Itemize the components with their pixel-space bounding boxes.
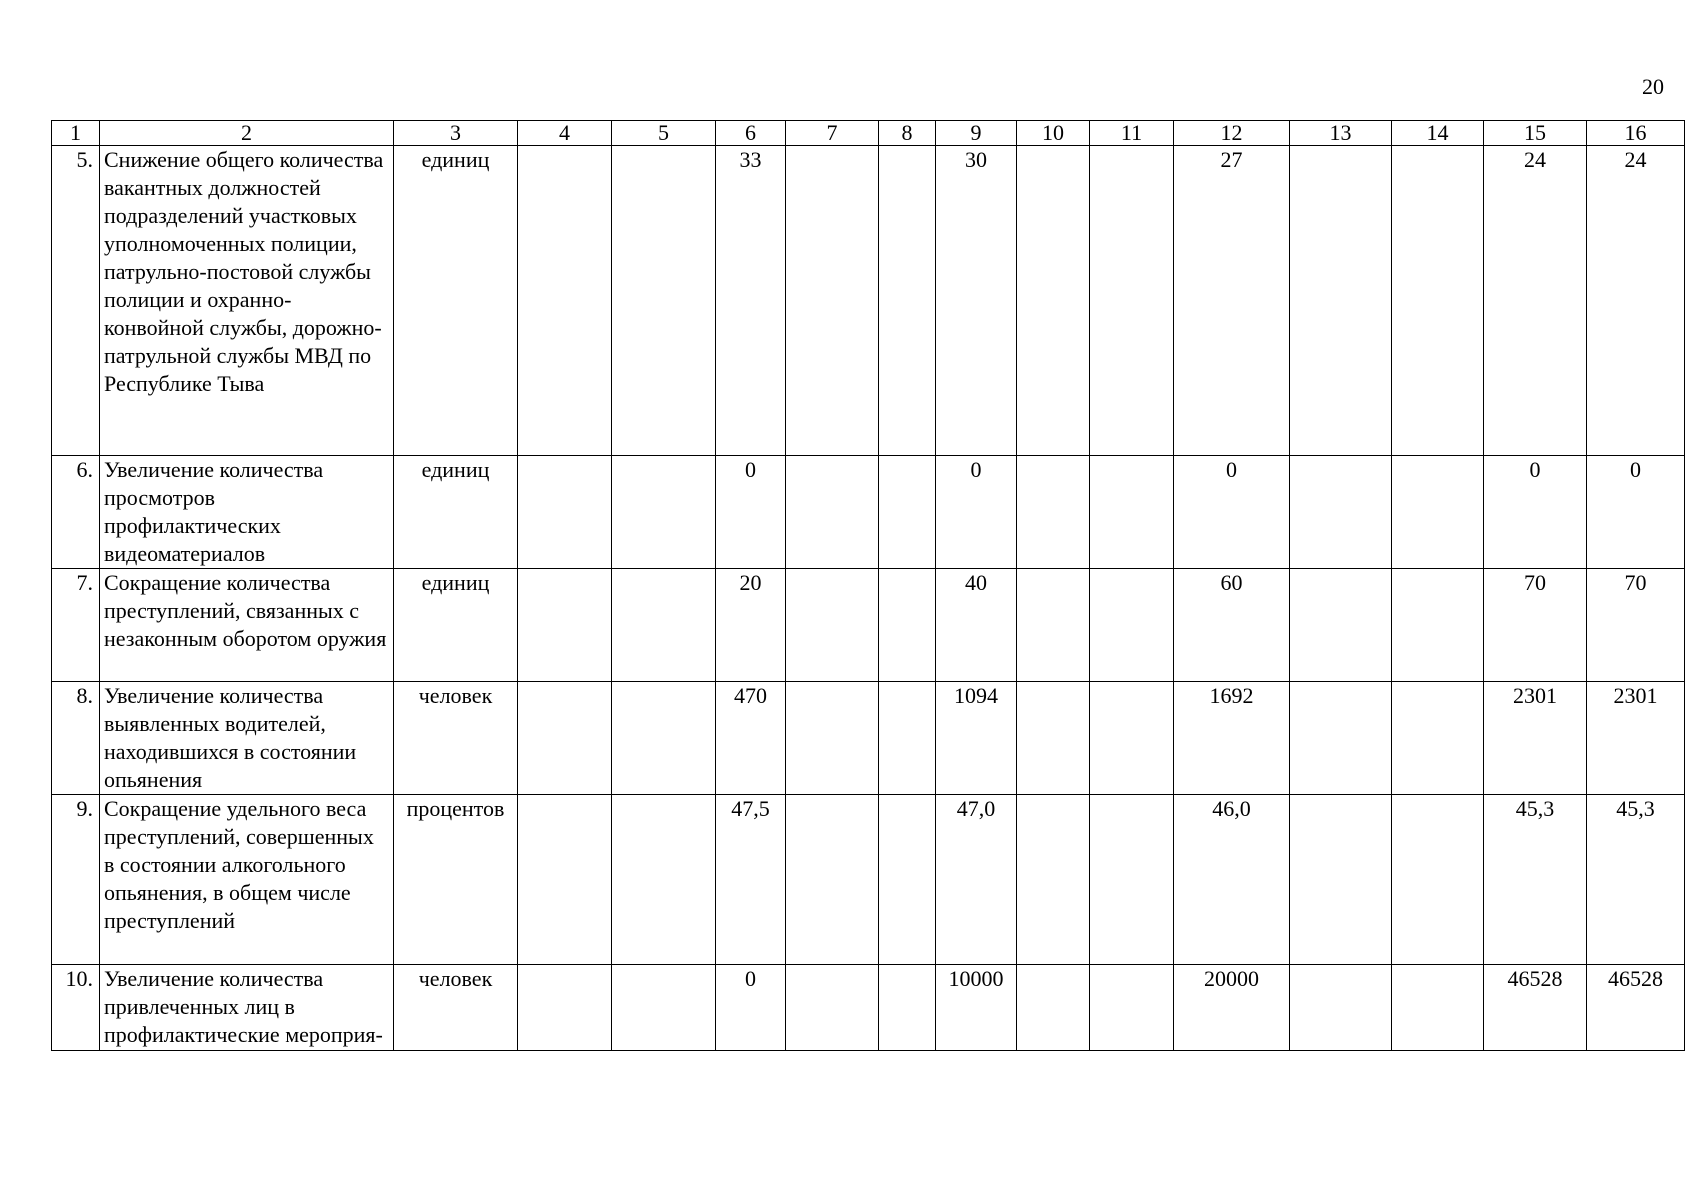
- value-cell: [1290, 456, 1392, 569]
- value-cell: [879, 146, 936, 456]
- value-cell: 27: [1174, 146, 1290, 456]
- value-cell: 20000: [1174, 965, 1290, 1051]
- value-cell: [1290, 682, 1392, 795]
- value-cell: [1017, 795, 1090, 965]
- value-cell: [786, 456, 879, 569]
- value-cell: 1692: [1174, 682, 1290, 795]
- header-row: [52, 121, 1685, 146]
- unit-cell: человек: [394, 965, 518, 1051]
- row-number: 8.: [52, 682, 100, 795]
- value-cell: [612, 682, 716, 795]
- value-cell: 40: [936, 569, 1017, 682]
- value-cell: [1017, 682, 1090, 795]
- value-cell: [786, 965, 879, 1051]
- column-header: 9: [936, 121, 1017, 146]
- indicator-description: Увеличение количества выявленных водителей, находившихся в состоянии опьянения: [100, 682, 394, 795]
- value-cell: [1392, 682, 1484, 795]
- column-header: 15: [1484, 121, 1587, 146]
- value-cell: 0: [936, 456, 1017, 569]
- value-cell: [612, 456, 716, 569]
- value-cell: 60: [1174, 569, 1290, 682]
- value-cell: [786, 795, 879, 965]
- value-cell: [879, 682, 936, 795]
- column-header: 2: [100, 121, 394, 146]
- column-header: 8: [879, 121, 936, 146]
- value-cell: 30: [936, 146, 1017, 456]
- indicator-description: Сокращение удельного веса преступлений, совершенных в состоянии алкогольного опьянения, в общем числе преступлений: [100, 795, 394, 965]
- value-cell: [1090, 795, 1174, 965]
- value-cell: [1392, 795, 1484, 965]
- value-cell: [518, 456, 612, 569]
- value-cell: 2301: [1587, 682, 1685, 795]
- column-header: 7: [786, 121, 879, 146]
- column-header: 5: [612, 121, 716, 146]
- indicator-description: Снижение общего количества вакантных должностей подразделений участковых уполномоченных полиции, патрульно-постовой службы полиции и охранно-конвойной службы, дорожно-патрульной службы МВД по Республике Тыва: [100, 146, 394, 456]
- row-number: 7.: [52, 569, 100, 682]
- value-cell: 47,5: [716, 795, 786, 965]
- value-cell: [1290, 569, 1392, 682]
- value-cell: [1392, 965, 1484, 1051]
- value-cell: 0: [1174, 456, 1290, 569]
- column-header: 16: [1587, 121, 1685, 146]
- value-cell: 2301: [1484, 682, 1587, 795]
- value-cell: [786, 146, 879, 456]
- value-cell: [1090, 456, 1174, 569]
- value-cell: [1392, 569, 1484, 682]
- value-cell: [1290, 795, 1392, 965]
- value-cell: 24: [1484, 146, 1587, 456]
- value-cell: 20: [716, 569, 786, 682]
- value-cell: [1090, 965, 1174, 1051]
- value-cell: [1392, 456, 1484, 569]
- value-cell: 10000: [936, 965, 1017, 1051]
- value-cell: 24: [1587, 146, 1685, 456]
- table-row: [52, 795, 1685, 965]
- value-cell: 47,0: [936, 795, 1017, 965]
- column-header: 14: [1392, 121, 1484, 146]
- value-cell: [518, 146, 612, 456]
- value-cell: 46528: [1587, 965, 1685, 1051]
- value-cell: [612, 146, 716, 456]
- column-header: 4: [518, 121, 612, 146]
- value-cell: 0: [716, 965, 786, 1051]
- value-cell: 45,3: [1587, 795, 1685, 965]
- value-cell: 46,0: [1174, 795, 1290, 965]
- row-number: 5.: [52, 146, 100, 456]
- value-cell: [1090, 146, 1174, 456]
- value-cell: [1392, 146, 1484, 456]
- value-cell: [1017, 965, 1090, 1051]
- column-header: 11: [1090, 121, 1174, 146]
- value-cell: [612, 795, 716, 965]
- page-number: 20: [1642, 74, 1664, 99]
- value-cell: [786, 569, 879, 682]
- column-header: 3: [394, 121, 518, 146]
- column-header: 12: [1174, 121, 1290, 146]
- indicator-description: Увеличение количества просмотров профилактических видеоматериалов: [100, 456, 394, 569]
- value-cell: [786, 682, 879, 795]
- value-cell: [518, 795, 612, 965]
- row-number: 10.: [52, 965, 100, 1051]
- value-cell: [1017, 146, 1090, 456]
- value-cell: 70: [1587, 569, 1685, 682]
- value-cell: 0: [1587, 456, 1685, 569]
- value-cell: 45,3: [1484, 795, 1587, 965]
- row-number: 9.: [52, 795, 100, 965]
- value-cell: [1017, 569, 1090, 682]
- value-cell: 0: [1484, 456, 1587, 569]
- value-cell: [879, 965, 936, 1051]
- unit-cell: единиц: [394, 146, 518, 456]
- table-row: [52, 682, 1685, 795]
- indicators-table: [51, 120, 1685, 1051]
- indicator-description: Сокращение количества преступлений, связанных с незаконным оборотом оружия: [100, 569, 394, 682]
- value-cell: [1090, 569, 1174, 682]
- table-row: [52, 456, 1685, 569]
- value-cell: [1090, 682, 1174, 795]
- value-cell: [612, 569, 716, 682]
- value-cell: 70: [1484, 569, 1587, 682]
- row-number: 6.: [52, 456, 100, 569]
- value-cell: 0: [716, 456, 786, 569]
- value-cell: [1017, 456, 1090, 569]
- column-header: 6: [716, 121, 786, 146]
- value-cell: [879, 456, 936, 569]
- value-cell: [879, 795, 936, 965]
- unit-cell: единиц: [394, 569, 518, 682]
- value-cell: 46528: [1484, 965, 1587, 1051]
- value-cell: 470: [716, 682, 786, 795]
- unit-cell: процентов: [394, 795, 518, 965]
- column-header: 10: [1017, 121, 1090, 146]
- indicator-description: Увеличение количества привлеченных лиц в профилактические мероприя-: [100, 965, 394, 1051]
- value-cell: [518, 682, 612, 795]
- value-cell: [518, 965, 612, 1051]
- table-row: [52, 569, 1685, 682]
- value-cell: [879, 569, 936, 682]
- column-header: 13: [1290, 121, 1392, 146]
- table-row: [52, 965, 1685, 1051]
- value-cell: [612, 965, 716, 1051]
- value-cell: 1094: [936, 682, 1017, 795]
- value-cell: [518, 569, 612, 682]
- column-header: 1: [52, 121, 100, 146]
- value-cell: [1290, 965, 1392, 1051]
- table-row: [52, 146, 1685, 456]
- value-cell: [1290, 146, 1392, 456]
- unit-cell: человек: [394, 682, 518, 795]
- unit-cell: единиц: [394, 456, 518, 569]
- value-cell: 33: [716, 146, 786, 456]
